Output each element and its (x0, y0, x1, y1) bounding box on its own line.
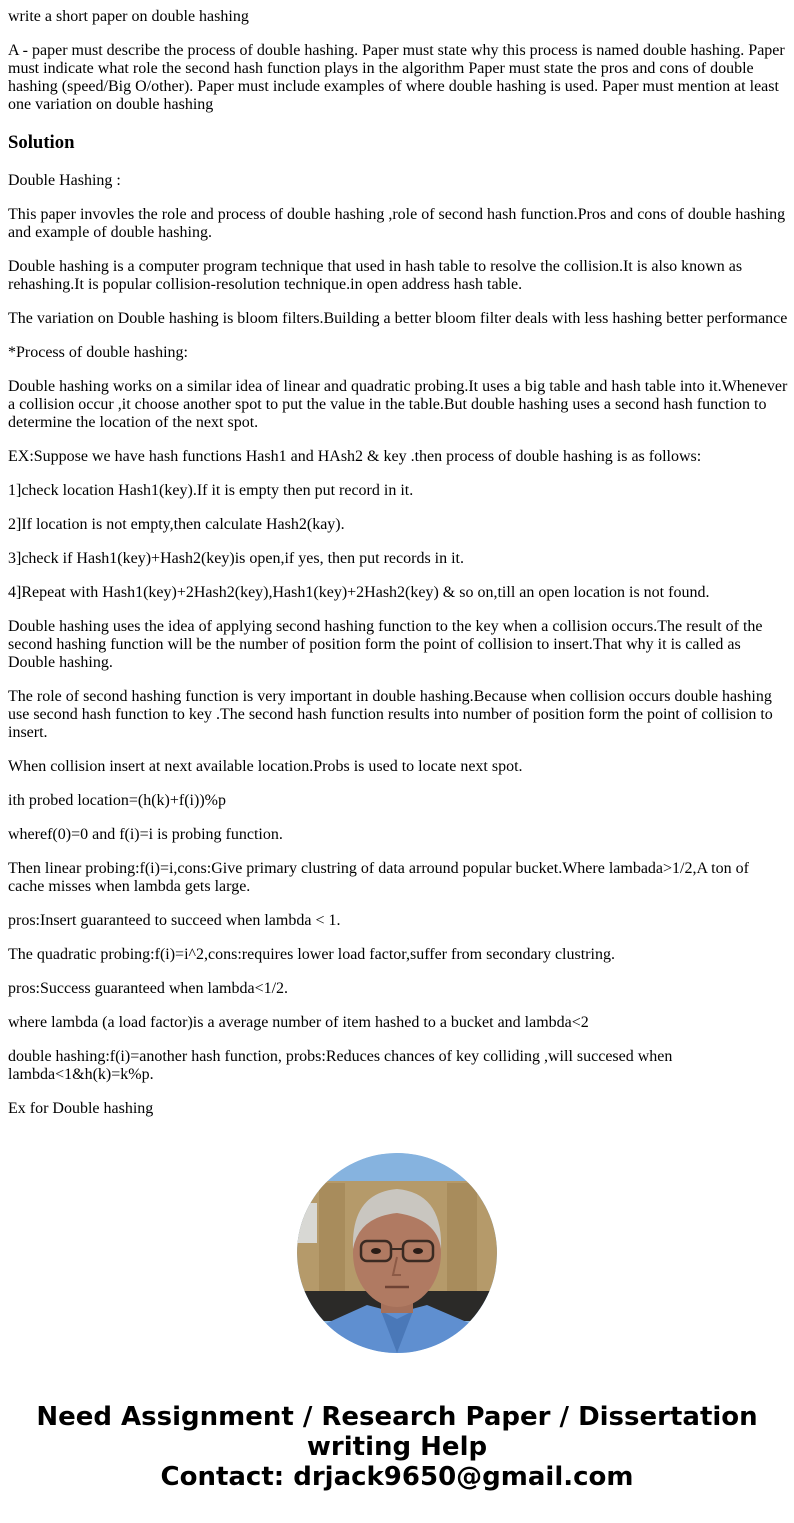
paragraph-variation: The variation on Double hashing is bloom filters.Building a better bloom filter deals with less hashing better performance (8, 310, 788, 327)
paragraph-process-heading: *Process of double hashing: (8, 344, 188, 361)
step-4: 4]Repeat with Hash1(key)+2Hash2(key),Hash1(key)+2Hash2(key) & so on,till an open location is not found. (8, 584, 710, 601)
paragraph-intro: This paper invovles the role and process of double hashing ,role of second hash function.Pros and cons of double hashing and example of double hashing. (8, 206, 786, 241)
paragraph-load-factor: where lambda (a load factor)is a average number of item hashed to a bucket and lambda<2 (8, 1014, 589, 1031)
formula-probed-location: ith probed location=(h(k)+f(i))%p (8, 792, 226, 809)
document (8, 0, 788, 1124)
paragraph-heading-double-hashing: Double Hashing : (8, 172, 121, 189)
solution-heading: Solution (8, 132, 75, 153)
contact-banner (0, 1402, 794, 1492)
paragraph-double-hashing-pros: double hashing:f(i)=another hash function, probs:Reduces chances of key colliding ,will succesed when lambda<1&h(k)=k%p. (8, 1048, 673, 1083)
paragraph-quadratic-pros: pros:Success guaranteed when lambda<1/2. (8, 980, 289, 997)
step-2: 2]If location is not empty,then calculate Hash2(kay). (8, 516, 345, 533)
paragraph-collision-insert: When collision insert at next available location.Probs is used to locate next spot. (8, 758, 523, 775)
banner-contact-email: Contact: drjack9650@gmail.com (160, 1462, 634, 1492)
paragraph-definition: Double hashing is a computer program technique that used in hash table to resolve the collision.It is also known as rehashing.It is popular collision-resolution technique.in open address hash table. (8, 258, 743, 293)
banner-line-2: writing Help (306, 1432, 488, 1462)
banner-line-1: Need Assignment / Research Paper / Dissertation (36, 1402, 758, 1432)
step-1: 1]check location Hash1(key).If it is empty then put record in it. (8, 482, 414, 499)
paragraph-why-named: Double hashing uses the idea of applying second hashing function to the key when a collision occurs.The result of the second hashing function will be the number of position form the point of collision to insert.That why it is called as Double hashing. (8, 618, 763, 671)
question-title: write a short paper on double hashing (8, 8, 249, 25)
paragraph-quadratic-probing: The quadratic probing:f(i)=i^2,cons:requires lower load factor,suffer from secondary clustring. (8, 946, 615, 963)
paragraph-linear-pros: pros:Insert guaranteed to succeed when lambda < 1. (8, 912, 341, 929)
author-avatar (297, 1153, 497, 1353)
paragraph-second-hash-role: The role of second hashing function is very important in double hashing.Because when collision occurs double hashing use second hash function to key .The second hash function results into number of position form the point of collision to insert. (8, 688, 773, 741)
paragraph-truncated-example: Ex for Double hashing (8, 1100, 154, 1117)
paragraph-probing-function: wheref(0)=0 and f(i)=i is probing function. (8, 826, 283, 843)
step-3: 3]check if Hash1(key)+Hash2(key)is open,if yes, then put records in it. (8, 550, 464, 567)
person-photo-icon (297, 1153, 497, 1353)
paragraph-linear-probing: Then linear probing:f(i)=i,cons:Give primary clustring of data arround popular bucket.Where lambada>1/2,A ton of cache misses when lambda gets large. (8, 860, 749, 895)
paragraph-process: Double hashing works on a similar idea of linear and quadratic probing.It uses a big table and hash table into it.Whenever a collision occur ,it choose another spot to put the value in the table.But double hashing uses a second hash function to determine the location of the next spot. (8, 378, 788, 431)
question-requirements: A - paper must describe the process of double hashing. Paper must state why this process is named double hashing. Paper must indicate what role the second hash function plays in the algorithm Paper must state the pros and cons of double hashing (speed/Big O/other). Paper must include examples of where double hashing is used. Paper must mention at least one variation on double hashing (8, 42, 785, 113)
paragraph-example-intro: EX:Suppose we have hash functions Hash1 and HAsh2 & key .then process of double hashing is as follows: (8, 448, 702, 465)
